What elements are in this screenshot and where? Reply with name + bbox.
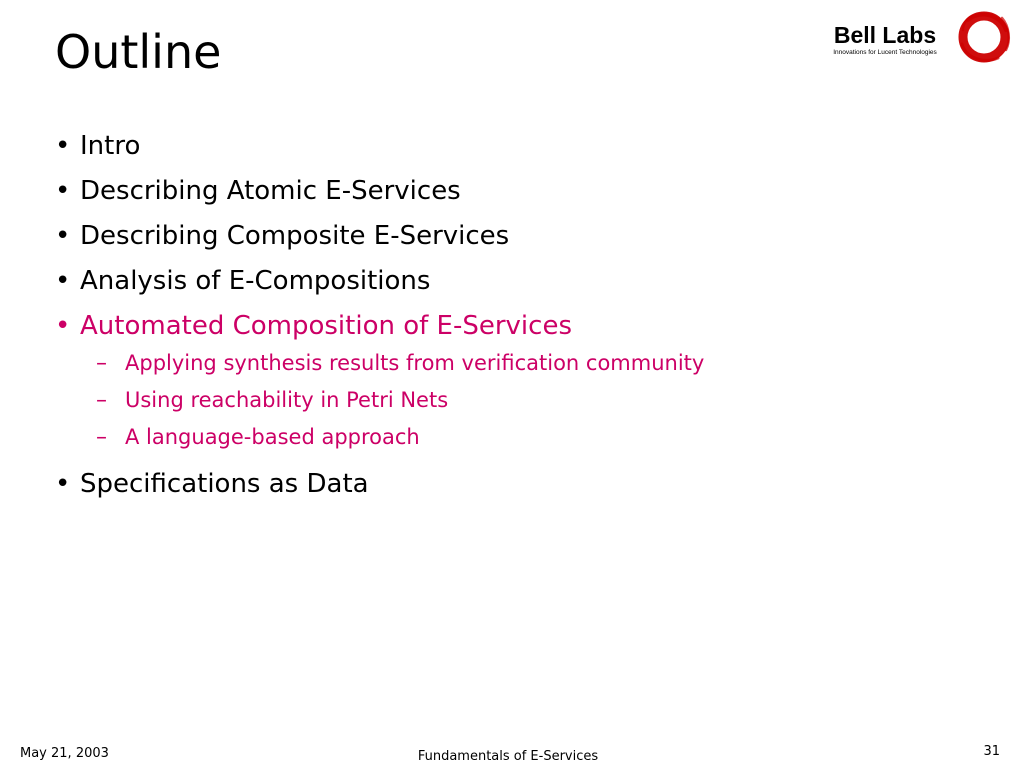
page-number: 31 bbox=[983, 744, 1000, 759]
outline-item bbox=[55, 124, 995, 169]
outline-item-label: Analysis of E-Compositions bbox=[80, 266, 431, 296]
logo-name: Bell Labs bbox=[833, 22, 937, 48]
outline-item-label: Automated Composition of E-Services bbox=[80, 311, 572, 341]
sub-item bbox=[55, 419, 995, 456]
dash-glyph: – bbox=[96, 425, 107, 450]
bullet-glyph: • bbox=[55, 311, 71, 341]
outline-item bbox=[55, 169, 995, 214]
sub-item bbox=[55, 345, 995, 382]
outline-item-label: Describing Atomic E-Services bbox=[80, 176, 461, 206]
bell-labs-logo bbox=[818, 6, 1018, 72]
dash-glyph: – bbox=[96, 388, 107, 413]
sub-item-label: Applying synthesis results from verification community bbox=[125, 351, 705, 375]
dash-glyph: – bbox=[96, 351, 107, 376]
outline-item-label: Describing Composite E-Services bbox=[80, 221, 510, 251]
bullet-glyph: • bbox=[55, 176, 71, 206]
lucent-ring-icon bbox=[954, 6, 1014, 66]
outline-item-label: Specifications as Data bbox=[80, 469, 369, 499]
outline-item-label: Intro bbox=[80, 131, 141, 161]
bullet-glyph: • bbox=[55, 131, 71, 161]
bullet-glyph: • bbox=[55, 266, 71, 296]
sub-list-container bbox=[55, 345, 995, 456]
slide-title: Outline bbox=[55, 25, 222, 79]
outline-list bbox=[55, 124, 995, 507]
footer-date: May 21, 2003 bbox=[20, 746, 109, 761]
outline-item-current bbox=[55, 304, 995, 349]
sub-item bbox=[55, 382, 995, 419]
sub-list bbox=[55, 345, 995, 456]
outline-item bbox=[55, 462, 995, 507]
logo-tagline: Innovations for Lucent Technologies bbox=[833, 49, 937, 56]
bullet-glyph: • bbox=[55, 221, 71, 251]
bullet-glyph: • bbox=[55, 469, 71, 499]
outline-item bbox=[55, 259, 995, 304]
footer-title: Fundamentals of E-Services bbox=[417, 749, 599, 764]
sub-item-label: Using reachability in Petri Nets bbox=[125, 388, 449, 412]
outline-item bbox=[55, 214, 995, 259]
sub-item-label: A language-based approach bbox=[125, 425, 420, 449]
